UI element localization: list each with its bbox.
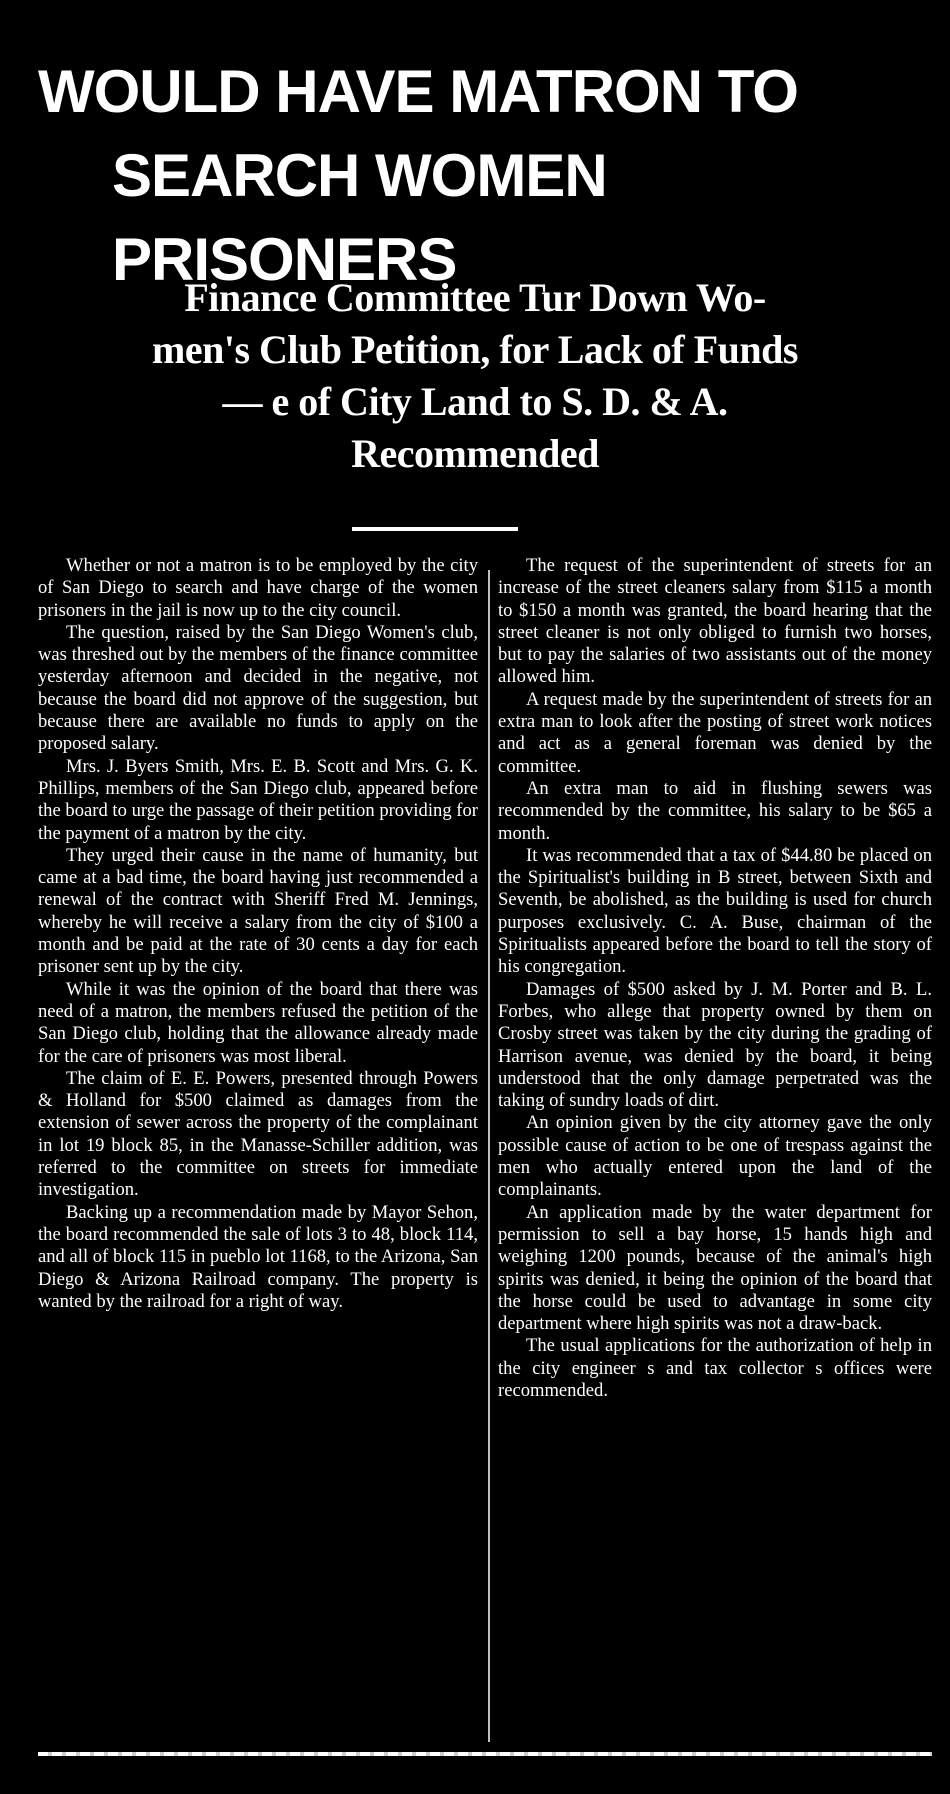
paragraph: The request of the superintendent of streets for an increase of the street cleaners salary from $115 a month to $150 a month was granted, the board hearing that the street cleaner is not only obliged to furnish two horses, but to pay the salaries of two assistants out of the money allowed him. [498, 555, 932, 688]
headline-line-2: SEARCH WOMEN PRISONERS [112, 142, 607, 293]
deck-line-1: Finance Committee Tur Down Wo- [184, 275, 766, 320]
paragraph: Whether or not a matron is to be employed by the city of San Diego to search and have charge of the women prisoners in the jail is now up to the city council. [38, 555, 478, 621]
paragraph: While it was the opinion of the board that there was need of a matron, the members refused the petition of the San Diego club, holding that the allowance already made for the care of prisoners was most liberal. [38, 978, 478, 1067]
deck-line-4: Recommended [351, 431, 599, 476]
deck-line-3: — e of City Land to S. D. & A. [222, 379, 728, 424]
right-column [498, 555, 932, 1747]
paragraph: Mrs. J. Byers Smith, Mrs. E. B. Scott and Mrs. G. K. Phillips, members of the San Diego club, appeared before the board to urge the passage of their petition providing for the payment of a matron by the city. [38, 755, 478, 844]
paragraph: A request made by the superintendent of streets for an extra man to look after the posting of street work notices and act as a general foreman was denied by the committee. [498, 688, 932, 777]
paragraph: It was recommended that a tax of $44.80 be placed on the Spiritualist's building in B street, between Sixth and Seventh, be abolished, as the building is used for church purposes exclusively. C. A. Buse, chairman of the Spiritualists appeared before the board to tell the story of his congregation. [498, 844, 932, 978]
paragraph: An application made by the water department for permission to sell a bay horse, 15 hands high and weighing 1200 pounds, because of the animal's high spirits was denied, it being the opinion of the board that the horse could be used to advantage in some city department where high spirits was not a draw-back. [498, 1201, 932, 1335]
paragraph: The usual applications for the authorization of help in the city engineer s and tax collector s offices were recommended. [498, 1335, 932, 1401]
article-body [38, 555, 932, 1747]
headline-rule [352, 527, 518, 531]
paragraph: The question, raised by the San Diego Women's club, was threshed out by the members of the finance committee yesterday afternoon and decided in the negative, not because the board did not approve of the suggestion, but because there are available no funds to apply on the proposed salary. [38, 621, 478, 755]
bottom-rule [38, 1752, 932, 1756]
paragraph: Backing up a recommendation made by Mayor Sehon, the board recommended the sale of lots 3 to 48, block 114, and all of block 115 in pueblo lot 1168, to the Arizona, San Diego & Arizona Railroad company. The property is wanted by the railroad for a right of way. [38, 1201, 478, 1312]
paragraph: Damages of $500 asked by J. M. Porter and B. L. Forbes, who allege that property owned by them on Crosby street was taken by the city during the grading of Harrison avenue, was denied by the board, it being understood that the only damage perpetrated was the taking of sundry loads of dirt. [498, 978, 932, 1112]
left-column [38, 555, 478, 1747]
column-divider [488, 570, 490, 1742]
paragraph: An opinion given by the city attorney gave the only possible cause of action to be one of trespass against the men who actually entered upon the land of the complainants. [498, 1112, 932, 1201]
headline-line-1: WOULD HAVE MATRON TO [38, 58, 798, 125]
headline [20, 50, 930, 302]
paragraph: An extra man to aid in flushing sewers was recommended by the committee, his salary to be $65 a month. [498, 777, 932, 844]
subheadline-deck [30, 272, 920, 480]
paragraph: The claim of E. E. Powers, presented through Powers & Holland for $500 claimed as damages from the extension of sewer across the property of the complainant in lot 19 block 85, in the Manasse-Schiller addition, was referred to the committee on streets for immediate investigation. [38, 1067, 478, 1201]
deck-line-2: men's Club Petition, for Lack of Funds [152, 327, 798, 372]
paragraph: They urged their cause in the name of humanity, but came at a bad time, the board having just recommended a renewal of the contract with Sheriff Fred M. Jennings, whereby he will receive a salary from the city of $100 a month and be paid at the rate of 30 cents a day for each prisoner sent up by the city. [38, 844, 478, 978]
